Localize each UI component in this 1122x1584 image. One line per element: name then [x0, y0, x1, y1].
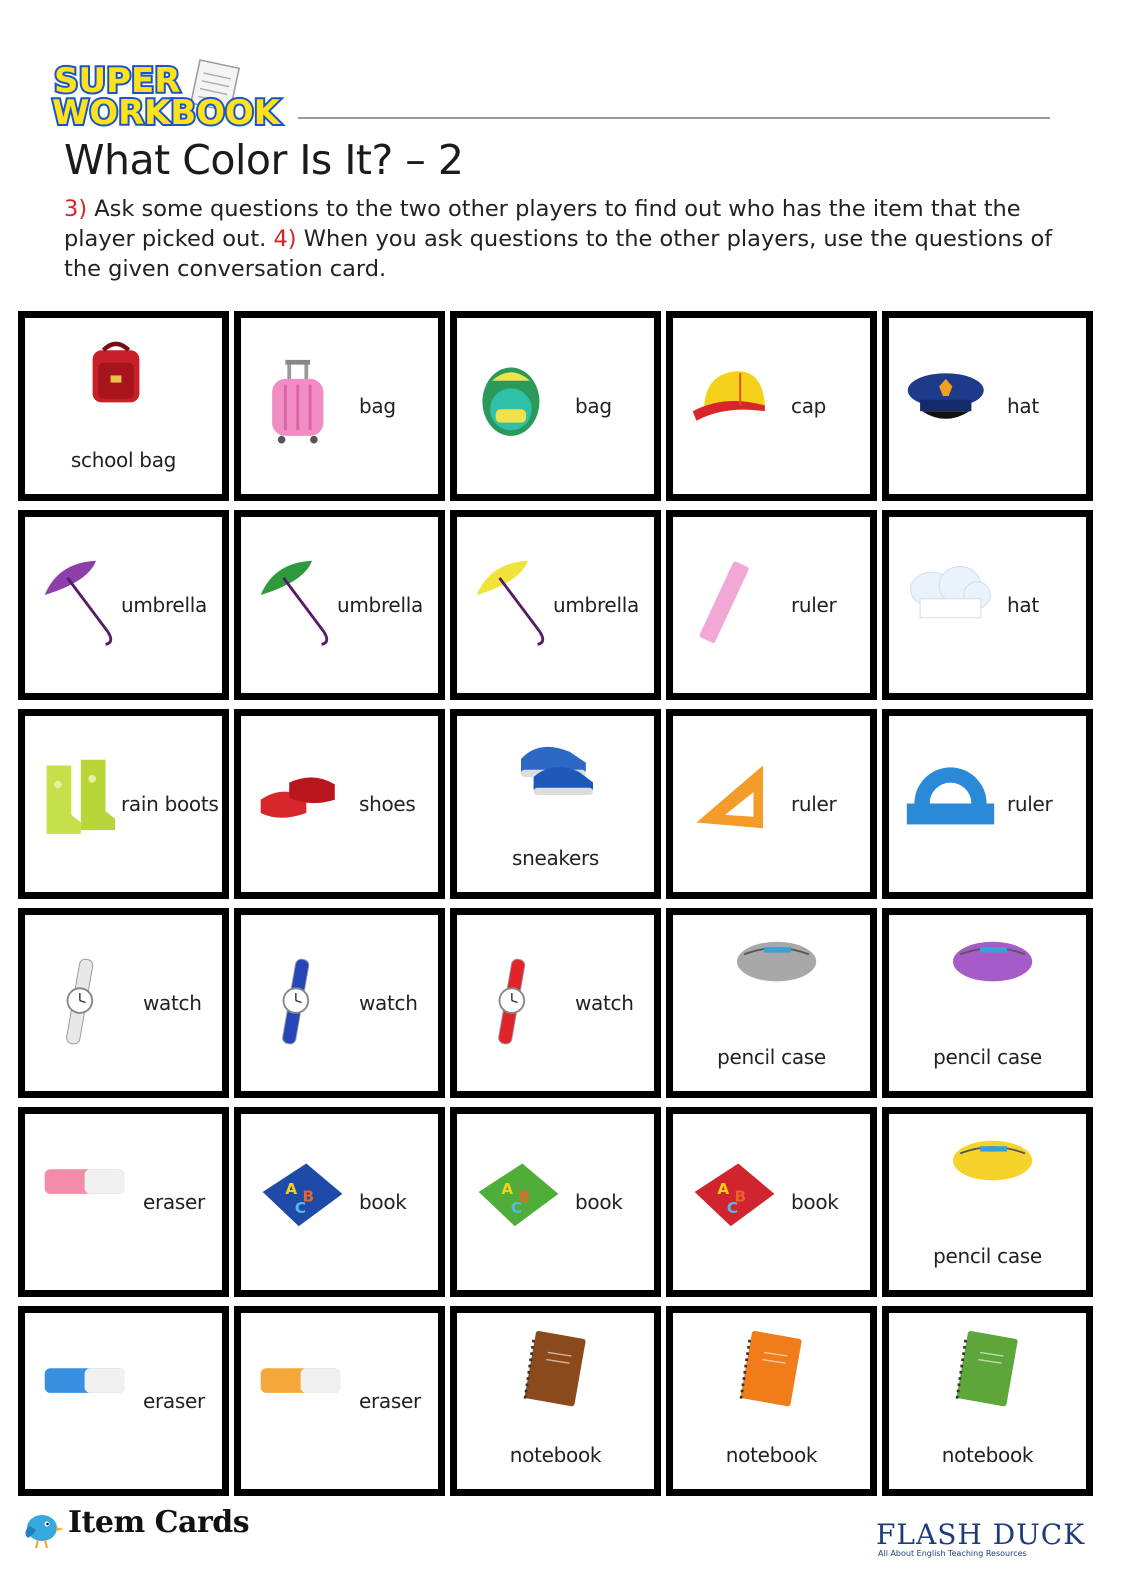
item-card [666, 311, 877, 501]
item-card [882, 1306, 1093, 1496]
item-label: bag [575, 394, 612, 418]
green-umbrella-icon [255, 557, 350, 652]
item-card [882, 311, 1093, 501]
item-label: cap [791, 394, 827, 418]
item-card [18, 311, 229, 501]
item-label: eraser [359, 1389, 421, 1413]
orange-eraser-icon [255, 1353, 350, 1448]
item-label: umbrella [121, 593, 207, 617]
item-label: umbrella [337, 593, 423, 617]
item-label: hat [1007, 394, 1039, 418]
police-hat-icon [903, 358, 998, 453]
logo-text-super: SUPER [54, 61, 181, 101]
green-notebook-icon [944, 1329, 1034, 1419]
item-card [450, 510, 661, 700]
item-card [18, 510, 229, 700]
instructions [64, 194, 1064, 284]
purple-pencil-case-icon [944, 931, 1034, 1021]
white-watch-icon [39, 955, 134, 1050]
svg-text:A: A [285, 1179, 298, 1198]
svg-text:B: B [518, 1187, 531, 1206]
item-label: eraser [143, 1190, 205, 1214]
chef-hat-icon [903, 557, 998, 652]
item-card [666, 1107, 877, 1297]
pink-ruler-icon [687, 557, 782, 652]
blue-book-icon [255, 1154, 350, 1249]
item-card [882, 510, 1093, 700]
item-label: notebook [725, 1443, 818, 1467]
item-label: ruler [791, 593, 837, 617]
item-label: pencil case [717, 1045, 826, 1069]
svg-text:C: C [294, 1198, 307, 1217]
item-card [18, 1306, 229, 1496]
item-card [18, 709, 229, 899]
pink-rolling-bag-icon [255, 358, 350, 453]
item-label: hat [1007, 593, 1039, 617]
item-label: ruler [791, 792, 837, 816]
yellow-cap-icon [687, 358, 782, 453]
yellow-pencil-case-icon [944, 1130, 1034, 1220]
header-rule [298, 117, 1050, 119]
step-4-number: 4) [273, 226, 297, 252]
brand-tagline: All About English Teaching Resources [878, 1549, 1027, 1558]
step-3-number: 3) [64, 196, 88, 222]
item-label: school bag [70, 448, 177, 472]
item-label: watch [359, 991, 418, 1015]
red-book-icon [687, 1154, 782, 1249]
item-card [450, 908, 661, 1098]
item-card [666, 709, 877, 899]
item-label: eraser [143, 1389, 205, 1413]
purple-umbrella-icon [39, 557, 134, 652]
item-card [666, 908, 877, 1098]
item-card [450, 311, 661, 501]
item-card [882, 908, 1093, 1098]
item-label: watch [143, 991, 202, 1015]
item-card [234, 709, 445, 899]
item-label: notebook [941, 1443, 1034, 1467]
item-card [18, 908, 229, 1098]
red-watch-icon [471, 955, 566, 1050]
green-book-icon [471, 1154, 566, 1249]
gray-pencil-case-icon [728, 931, 818, 1021]
item-card [882, 709, 1093, 899]
red-shoes-icon [255, 756, 350, 851]
red-school-bag-icon [80, 334, 170, 424]
svg-text:C: C [510, 1198, 523, 1217]
item-label: watch [575, 991, 634, 1015]
item-label: book [575, 1190, 623, 1214]
brown-notebook-icon [512, 1329, 602, 1419]
item-label: umbrella [553, 593, 639, 617]
item-card [450, 1107, 661, 1297]
item-card [234, 908, 445, 1098]
item-label: book [791, 1190, 839, 1214]
item-cards-label: Item Cards [68, 1505, 250, 1540]
sneakers-icon [512, 732, 602, 822]
item-label: book [359, 1190, 407, 1214]
svg-text:A: A [717, 1179, 730, 1198]
item-card [234, 1306, 445, 1496]
step-3-text: Ask some questions to the two other players to find out who has the item that the player picked out. [64, 196, 1021, 252]
item-label: bag [359, 394, 396, 418]
svg-text:A: A [501, 1179, 514, 1198]
protractor-icon [903, 756, 998, 851]
item-card [882, 1107, 1093, 1297]
item-label: rain boots [121, 792, 219, 816]
item-label: sneakers [511, 846, 600, 870]
green-backpack-icon [471, 358, 566, 453]
yellow-umbrella-icon [471, 557, 566, 652]
svg-text:B: B [734, 1187, 747, 1206]
svg-text:C: C [726, 1198, 739, 1217]
item-card [450, 1306, 661, 1496]
item-card [234, 1107, 445, 1297]
super-workbook-logo [50, 58, 290, 138]
logo-text-workbook: WORKBOOK [52, 93, 282, 133]
triangle-ruler-icon [687, 756, 782, 851]
item-label: ruler [1007, 792, 1053, 816]
item-label: pencil case [933, 1244, 1042, 1268]
page-title: What Color Is It? – 2 [64, 136, 464, 184]
item-card [666, 510, 877, 700]
svg-text:B: B [302, 1187, 315, 1206]
item-card [18, 1107, 229, 1297]
item-card [450, 709, 661, 899]
blue-eraser-icon [39, 1353, 134, 1448]
rain-boots-icon [39, 756, 134, 851]
step-4-text: When you ask questions to the other players, use the questions of the given conversation card. [64, 226, 1053, 282]
item-card [234, 311, 445, 501]
item-label: shoes [359, 792, 416, 816]
pink-eraser-icon [39, 1154, 134, 1249]
item-card [666, 1306, 877, 1496]
item-label: pencil case [933, 1045, 1042, 1069]
item-label: notebook [509, 1443, 602, 1467]
blue-watch-icon [255, 955, 350, 1050]
orange-notebook-icon [728, 1329, 818, 1419]
item-card [234, 510, 445, 700]
brand-name: FLASH DUCK [876, 1518, 1086, 1551]
